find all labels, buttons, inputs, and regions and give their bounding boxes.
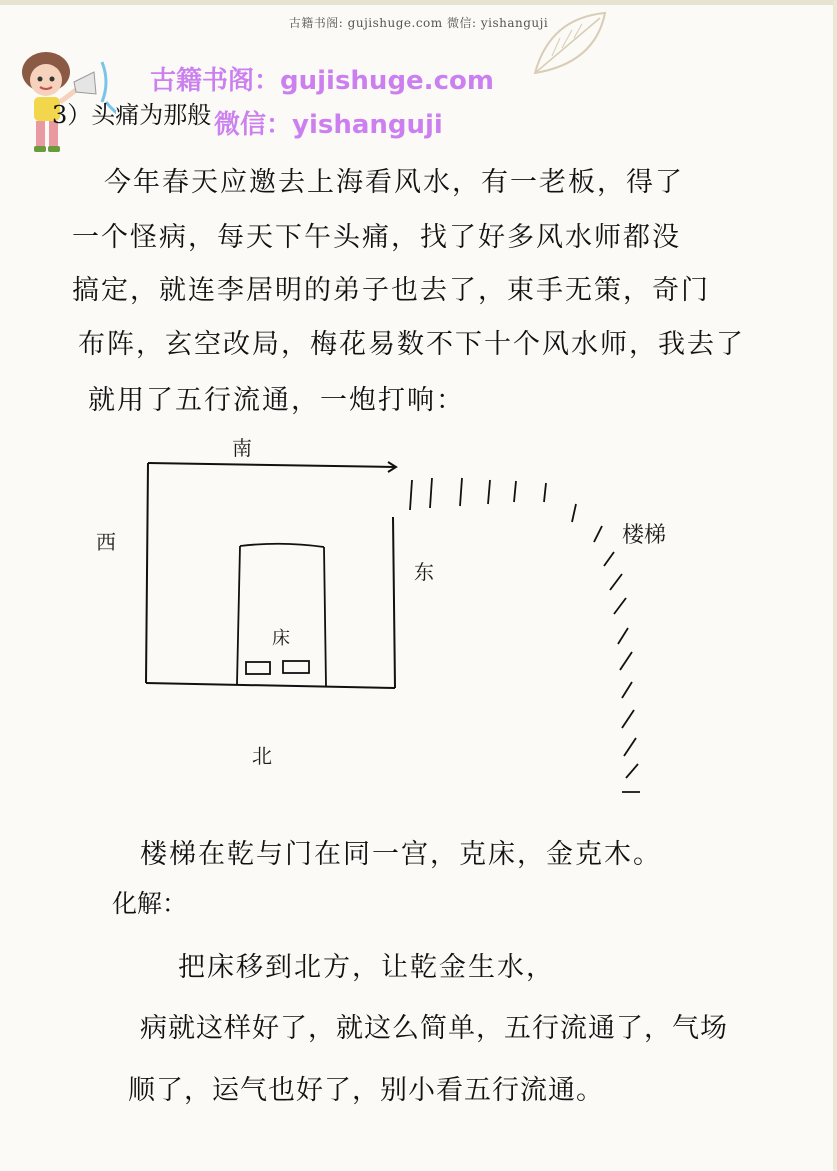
leaf-decoration — [530, 8, 610, 78]
direction-east-label: 东 — [414, 560, 434, 584]
top-border — [0, 0, 837, 5]
analysis-line: 楼梯在乾与门在同一宫，克床，金克木。 — [140, 839, 662, 870]
bed-label: 床 — [272, 628, 290, 649]
section-title: 3）头痛为那般 — [52, 101, 212, 129]
direction-north-label: 北 — [252, 744, 272, 768]
watermark-site: 古籍书阁：gujishuge.com — [150, 66, 494, 96]
direction-south-label: 南 — [232, 436, 252, 460]
stairs-strokes — [410, 478, 640, 792]
paragraph-line: 今年春天应邀去上海看风水，有一老板，得了 — [104, 167, 684, 198]
paragraph-line: 就用了五行流通，一炮打响： — [88, 385, 465, 416]
direction-west-label: 西 — [96, 530, 116, 554]
stairs-label: 楼梯 — [622, 523, 667, 548]
paragraph-line: 搞定，就连李居明的弟子也去了，束手无策，奇门 — [72, 275, 710, 306]
paragraph-line: 一个怪病，每天下午头痛，找了好多风水师都没 — [72, 222, 681, 253]
paragraph-line: 布阵，玄空改局，梅花易数不下十个风水师，我去了 — [78, 329, 745, 360]
solution-line: 病就这样好了，就这么简单，五行流通了，气场 — [140, 1013, 728, 1044]
solution-label: 化解： — [112, 889, 188, 918]
room-outline — [146, 462, 396, 688]
watermark-wechat: 微信：yishanguji — [214, 110, 443, 140]
header-caption: 古籍书阁: gujishuge.com 微信: yishanguji — [288, 16, 549, 30]
solution-line: 顺了，运气也好了，别小看五行流通。 — [128, 1075, 604, 1106]
solution-line: 把床移到北方，让乾金生水， — [178, 952, 555, 983]
bed-outline — [237, 544, 326, 686]
floor-plan-diagram — [0, 420, 837, 820]
